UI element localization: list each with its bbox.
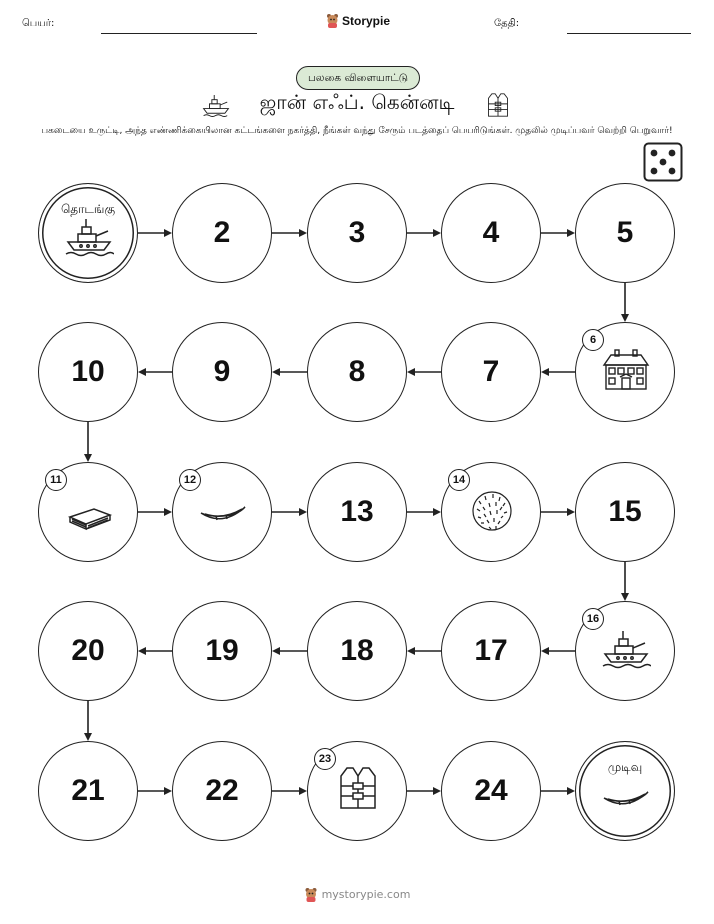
space-number: 13 [340,495,374,528]
name-label: பெயர்: [22,18,55,29]
arrow-head [272,647,280,655]
arrow-head [164,229,172,237]
arrow-head [433,508,441,516]
board-space [38,741,138,841]
date-label: தேதி: [494,18,520,29]
space-number: 22 [205,774,239,807]
arrow-head [407,368,415,376]
board-space [575,183,675,283]
board-space [38,462,138,562]
board-space [575,601,675,701]
space-number-badge: 11 [45,469,67,491]
board-space [575,462,675,562]
space-number: 4 [482,216,500,249]
arrow-head [164,508,172,516]
board-space [172,462,272,562]
board-space [575,322,675,422]
arrow-head [138,368,146,376]
arrow-head [138,647,146,655]
space-label: முடிவு [607,760,643,774]
space-number: 17 [474,634,508,667]
board-space [172,601,272,701]
ship-icon [601,626,651,670]
space-number: 9 [213,355,231,388]
board-space [172,741,272,841]
arrow-head [541,647,549,655]
space-number: 24 [474,774,508,807]
space-number-badge: 16 [582,608,604,630]
board-space [441,322,541,422]
space-number: 20 [71,634,105,667]
space-number: 10 [71,355,105,388]
space-number-badge: 12 [179,469,201,491]
arrow-head [299,508,307,516]
life-jacket-icon [333,766,383,810]
board-space [38,183,138,283]
board-space [307,601,407,701]
house-icon [601,347,651,391]
board-space [441,601,541,701]
space-number-badge: 23 [314,748,336,770]
space-number: 2 [213,216,231,249]
arrow-head [84,733,92,741]
space-number: 21 [71,774,105,807]
arrow-head [567,508,575,516]
book-icon [64,487,114,531]
canoe-icon [198,487,248,531]
arrow-head [567,229,575,237]
space-number-badge: 14 [448,469,470,491]
board-space [307,741,407,841]
arrow-head [407,647,415,655]
space-label: தொடங்கு [60,202,116,216]
arrow-head [164,787,172,795]
arrow-head [567,787,575,795]
arrow-head [433,229,441,237]
space-number: 18 [340,634,374,667]
coconut-icon [467,487,517,531]
page-title: ஜான் எஃப். கென்னடி [259,90,455,114]
mascot-icon [304,887,318,902]
arrow-head [621,593,629,601]
board-space [307,322,407,422]
instructions: பகடையை உருட்டி, அந்த எண்ணிக்கையிலான கட்டங்களை நகர்த்தி, நீங்கள் வந்து சேரும் படத்தைப் பெயரிடுங்கள். முதலில் முடிப்பவர் வெற்றி பெறுவார்! [41,126,673,136]
arrow-head [541,368,549,376]
space-number: 3 [348,216,366,249]
board-space [441,462,541,562]
board-space [441,741,541,841]
board-space [38,322,138,422]
board-space [441,183,541,283]
arrow-head [433,787,441,795]
arrow-head [272,368,280,376]
footer-url: mystorypie.com [321,888,411,901]
board-space [575,741,675,841]
arrow-head [299,229,307,237]
board-space [38,601,138,701]
space-number: 5 [616,216,634,249]
activity-tag: பலகை விளையாட்டு [296,66,420,90]
arrow-head [621,314,629,322]
canoe-icon [601,772,651,816]
board-space [172,183,272,283]
space-number: 8 [348,355,366,388]
board-space [172,322,272,422]
space-number: 15 [608,495,642,528]
brand-name: Storypie [342,13,391,28]
board-space [307,462,407,562]
arrow-head [84,454,92,462]
space-number: 7 [482,355,500,388]
arrow-head [299,787,307,795]
footer [0,887,714,902]
space-number-badge: 6 [582,329,604,351]
space-number: 19 [205,634,239,667]
ship-icon [64,214,114,258]
board-space [307,183,407,283]
